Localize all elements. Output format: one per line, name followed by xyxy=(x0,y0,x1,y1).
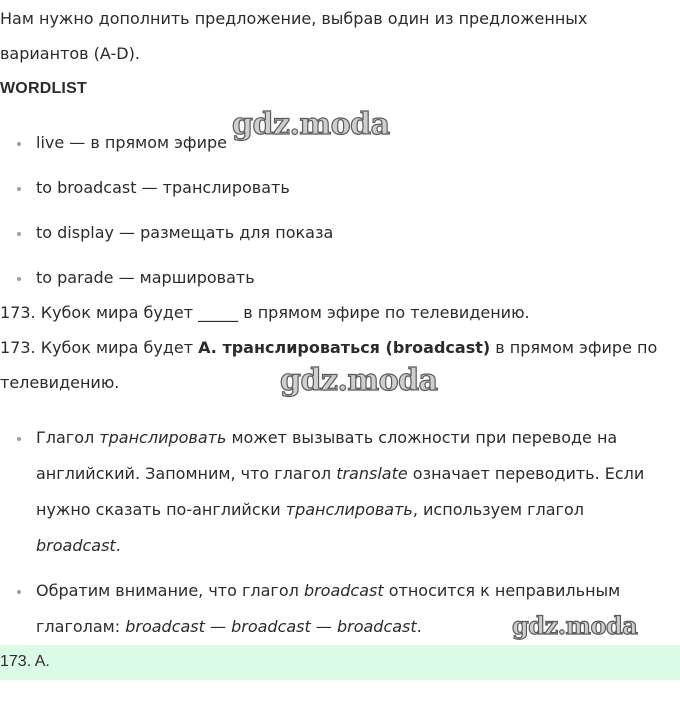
wordlist-heading: WORDLIST xyxy=(0,80,87,97)
answer-suffix: в прямом эфире по xyxy=(490,338,658,357)
note-2-line-2 xyxy=(36,617,422,637)
bullet-dot xyxy=(17,437,21,441)
bullet-dot xyxy=(17,277,21,281)
note-italic: broadcast xyxy=(36,536,116,555)
question-text: 173. Кубок мира будет _____ в прямом эфире по телевидению. xyxy=(0,303,530,322)
wordlist-item: live — в прямом эфире xyxy=(36,133,228,152)
answer-sentence xyxy=(0,338,657,358)
note-text: , используем глагол xyxy=(412,500,584,519)
wordlist-item: to broadcast — транслировать xyxy=(36,178,290,197)
note-italic: транслировать xyxy=(285,500,413,519)
note-text: . xyxy=(115,536,121,555)
note-italic: translate xyxy=(336,464,408,483)
bullet-dot xyxy=(17,187,21,191)
note-text: английский. Запомним, что глагол xyxy=(36,464,337,483)
wordlist-item: to display — размещать для показа xyxy=(36,223,334,242)
note-text: нужно сказать по-английски xyxy=(36,500,286,519)
answer-choice: A. транслироваться (broadcast) xyxy=(198,338,491,357)
watermark-logo: gdz.moda xyxy=(280,363,438,398)
answer-prefix: 173. Кубок мира будет xyxy=(0,338,199,357)
note-italic: транслировать xyxy=(99,428,227,447)
note-text: глаголам: xyxy=(36,617,126,636)
bullet-dot xyxy=(17,232,21,236)
bullet-dot xyxy=(17,142,21,146)
note-1-line-2 xyxy=(36,464,644,484)
note-text: означает переводить. Если xyxy=(407,464,645,483)
note-italic: broadcast — broadcast — broadcast xyxy=(125,617,417,636)
note-1-line-4 xyxy=(36,536,121,556)
note-text: Обратим внимание, что глагол xyxy=(36,581,304,600)
note-italic: broadcast xyxy=(303,581,384,600)
bullet-dot xyxy=(17,590,21,594)
note-text: . xyxy=(416,617,422,636)
note-text: Глагол xyxy=(36,428,100,447)
note-1-line-1 xyxy=(36,428,617,448)
watermark-logo: gdz.moda xyxy=(512,611,638,640)
watermark-logo: gdz.moda xyxy=(232,107,390,142)
note-2-line-1 xyxy=(36,581,620,601)
note-1-line-3 xyxy=(36,500,584,520)
note-text: относится к неправильным xyxy=(383,581,621,600)
final-answer: 173. A. xyxy=(0,653,50,670)
wordlist-item: to parade — маршировать xyxy=(36,268,255,287)
note-text: может вызывать сложности при переводе на xyxy=(226,428,618,447)
intro-line-1: Нам нужно дополнить предложение, выбрав один из предложенных xyxy=(0,9,588,28)
answer-sentence-line-2: телевидению. xyxy=(0,373,120,392)
answer-highlight-bar xyxy=(0,645,680,680)
intro-line-2: вариантов (A-D). xyxy=(0,44,140,63)
